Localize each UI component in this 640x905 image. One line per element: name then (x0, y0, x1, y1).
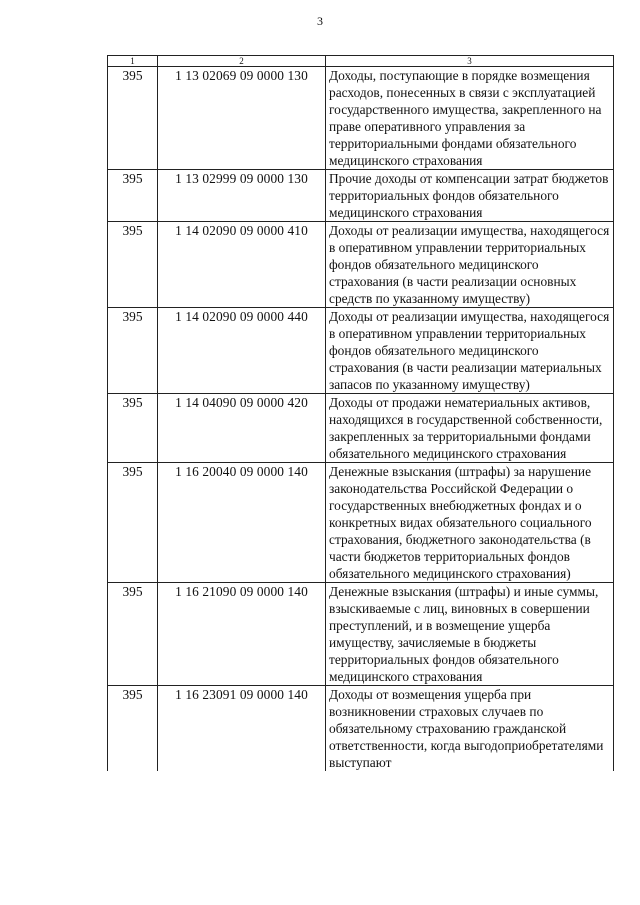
revenue-codes-table (107, 55, 614, 771)
table-row (108, 170, 614, 222)
revenue-name-cell: Доходы от продажи нематериальных активов, находящихся в государственной собственности, закрепленных за территориальными фондами обязательного медицинского страхования (326, 394, 614, 463)
column-number-row (108, 56, 614, 67)
budget-code-cell: 1 14 02090 09 0000 410 (158, 222, 326, 308)
table-row (108, 308, 614, 394)
table-row (108, 222, 614, 308)
table-row (108, 67, 614, 170)
table-row (108, 463, 614, 583)
admin-code-cell: 395 (108, 686, 158, 772)
revenue-name-cell: Доходы от реализации имущества, находящегося в оперативном управлении территориальных фондов обязательного медицинского страхования (в части реализации основных средств по указанному имуществу) (326, 222, 614, 308)
admin-code-cell: 395 (108, 67, 158, 170)
admin-code-cell: 395 (108, 170, 158, 222)
revenue-name-cell: Доходы, поступающие в порядке возмещения расходов, понесенных в связи с эксплуатацией государственного имущества, закрепленного на праве оперативного управления за территориальными фондами обязательного медицинского страхования (326, 67, 614, 170)
revenue-name-cell: Денежные взыскания (штрафы) за нарушение законодательства Российской Федерации о государственных внебюджетных фондах и о конкретных видах обязательного социального страхования, бюджетного законодательства (в части бюджетов территориальных фондов обязательного медицинского страхования) (326, 463, 614, 583)
budget-code-cell: 1 16 23091 09 0000 140 (158, 686, 326, 772)
column-number-1: 1 (108, 56, 158, 67)
budget-code-cell: 1 16 21090 09 0000 140 (158, 583, 326, 686)
column-number-3: 3 (326, 56, 614, 67)
column-number-2: 2 (158, 56, 326, 67)
revenue-name-cell: Денежные взыскания (штрафы) и иные суммы, взыскиваемые с лиц, виновных в совершении преступлений, и в возмещение ущерба имуществу, зачисляемые в бюджеты территориальных фондов обязательного медицинского страхования (326, 583, 614, 686)
budget-code-cell: 1 14 04090 09 0000 420 (158, 394, 326, 463)
table-row (108, 394, 614, 463)
admin-code-cell: 395 (108, 583, 158, 686)
table-row (108, 583, 614, 686)
budget-code-cell: 1 13 02999 09 0000 130 (158, 170, 326, 222)
revenue-name-cell: Доходы от реализации имущества, находящегося в оперативном управлении территориальных фондов обязательного медицинского страхования (в части реализации материальных запасов по указанному имуществу) (326, 308, 614, 394)
admin-code-cell: 395 (108, 463, 158, 583)
page-number: 3 (317, 14, 323, 28)
revenue-name-cell: Прочие доходы от компенсации затрат бюджетов территориальных фондов обязательного медицинского страхования (326, 170, 614, 222)
budget-code-cell: 1 14 02090 09 0000 440 (158, 308, 326, 394)
budget-code-cell: 1 13 02069 09 0000 130 (158, 67, 326, 170)
admin-code-cell: 395 (108, 394, 158, 463)
revenue-name-cell: Доходы от возмещения ущерба при возникновении страховых случаев по обязательному страхованию гражданской ответственности, когда выгодоприобретателями выступают (326, 686, 614, 772)
table-row (108, 686, 614, 772)
budget-code-cell: 1 16 20040 09 0000 140 (158, 463, 326, 583)
admin-code-cell: 395 (108, 308, 158, 394)
admin-code-cell: 395 (108, 222, 158, 308)
